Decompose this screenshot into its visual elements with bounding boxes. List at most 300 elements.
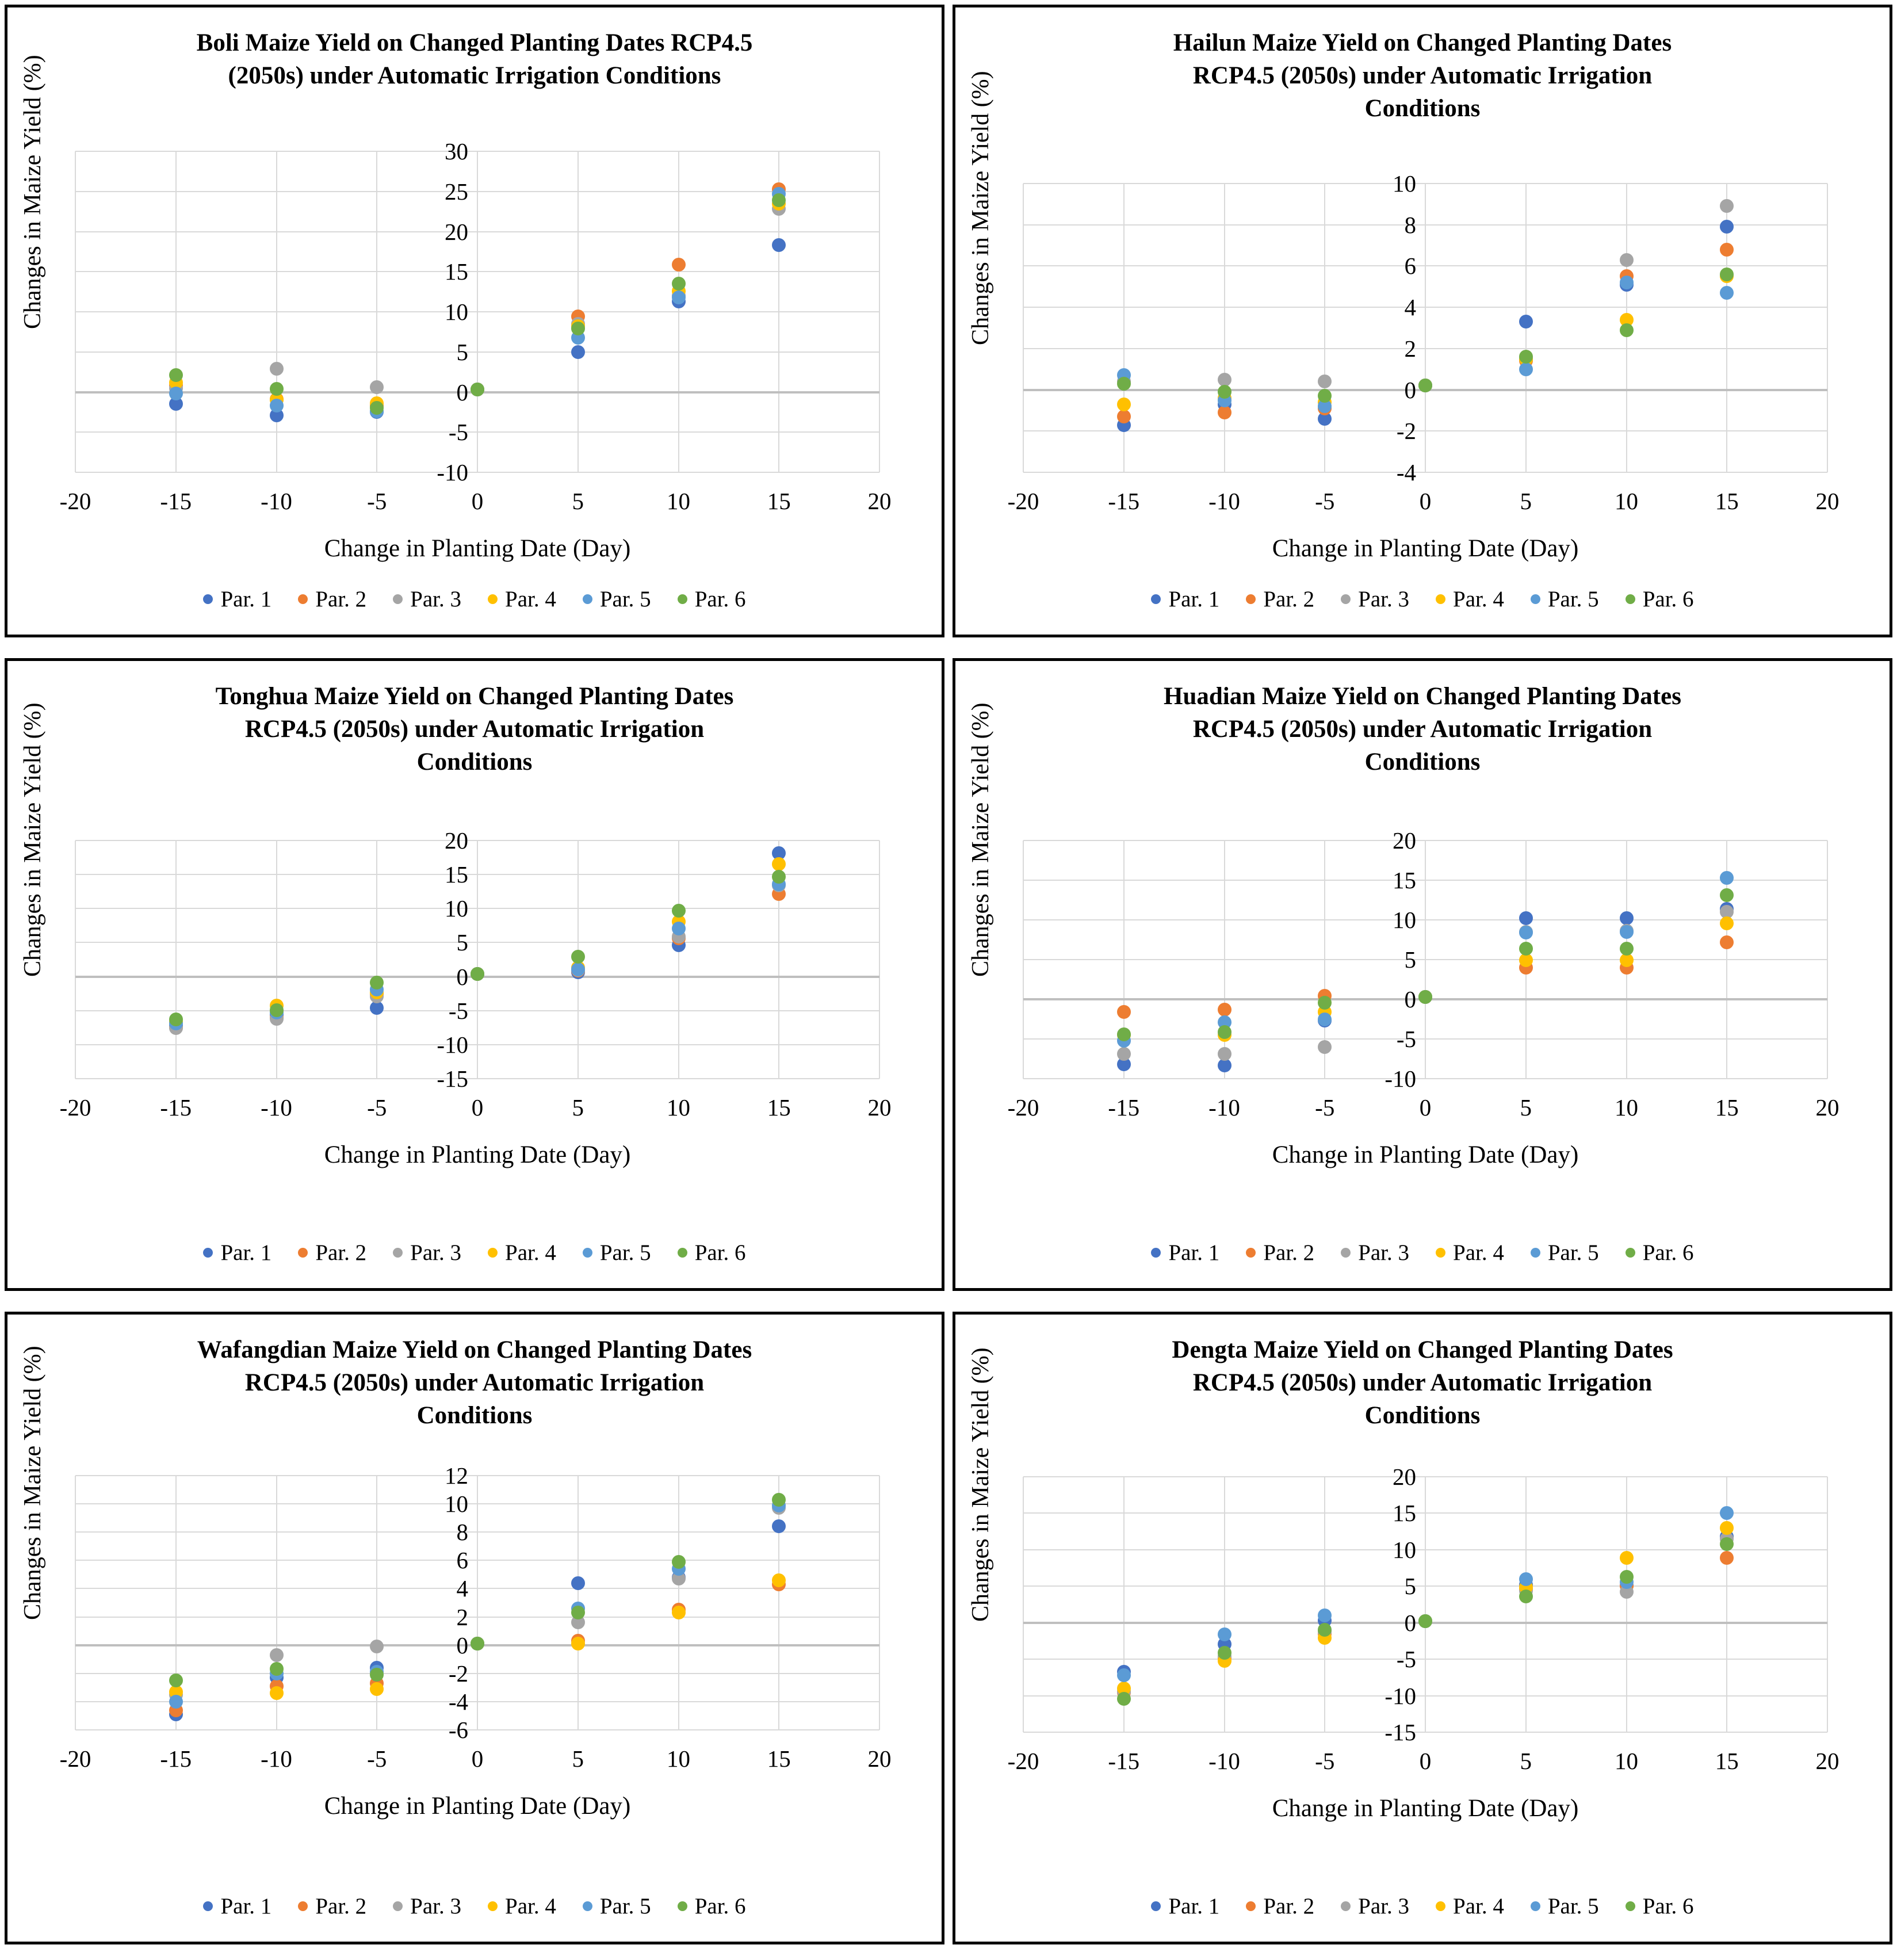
x-tick-label: -15 bbox=[160, 1094, 192, 1121]
y-tick-label: 15 bbox=[445, 861, 468, 888]
x-tick-label: -5 bbox=[367, 488, 387, 514]
gridline-h bbox=[75, 1044, 879, 1045]
x-axis-title: Change in Planting Date (Day) bbox=[1272, 1141, 1579, 1168]
legend-swatch-icon bbox=[203, 1901, 213, 1911]
x-tick-label: 10 bbox=[667, 1745, 690, 1772]
x-tick-label: 20 bbox=[1815, 488, 1839, 514]
chart-panel-boli bbox=[5, 5, 944, 637]
legend-item bbox=[1436, 586, 1504, 612]
gridline-h bbox=[75, 942, 879, 943]
legend-item bbox=[1246, 1893, 1314, 1919]
x-tick-label: 15 bbox=[1715, 1094, 1739, 1121]
chart-title-line: Wafangdian Maize Yield on Changed Planting Dates bbox=[197, 1336, 752, 1363]
gridline-h bbox=[1023, 307, 1827, 308]
legend-swatch-icon bbox=[488, 594, 498, 604]
legend-item bbox=[298, 586, 366, 612]
x-tick-label: -20 bbox=[1007, 1094, 1039, 1121]
legend-swatch-icon bbox=[678, 1901, 687, 1911]
x-tick-row bbox=[1007, 1094, 1839, 1122]
legend-swatch-icon bbox=[393, 1901, 403, 1911]
x-tick-row bbox=[1007, 487, 1839, 516]
legend-swatch-icon bbox=[1151, 594, 1161, 604]
x-tick-label: -15 bbox=[1108, 1748, 1140, 1774]
x-tick-label: -10 bbox=[261, 1094, 292, 1121]
chart-title-line: RCP4.5 (2050s) under Automatic Irrigation bbox=[1192, 62, 1653, 89]
y-tick-label: -2 bbox=[1396, 418, 1416, 445]
data-point bbox=[1519, 350, 1533, 364]
legend-swatch-icon bbox=[1531, 1901, 1540, 1911]
legend-item bbox=[583, 1893, 651, 1919]
legend-label: Par. 4 bbox=[1453, 1240, 1504, 1265]
x-axis-title: Change in Planting Date (Day) bbox=[324, 1793, 631, 1820]
legend-swatch-icon bbox=[678, 1248, 687, 1258]
x-tick-label: 10 bbox=[667, 488, 690, 514]
x-tick-label: -5 bbox=[1315, 488, 1335, 514]
chart-title-line: Conditions bbox=[416, 748, 533, 775]
x-axis-title: Change in Planting Date (Day) bbox=[324, 535, 631, 562]
gridline-v bbox=[1626, 1477, 1627, 1732]
chart-title-line: (2050s) under Automatic Irrigation Conditions bbox=[228, 62, 721, 89]
legend-swatch-icon bbox=[1436, 594, 1445, 604]
data-point bbox=[772, 1519, 786, 1533]
gridline-h bbox=[1023, 472, 1827, 473]
y-tick-label: 4 bbox=[456, 1575, 468, 1602]
data-point bbox=[1519, 926, 1533, 939]
gridline-v bbox=[477, 1476, 478, 1730]
gridline-v bbox=[175, 840, 177, 1079]
data-point bbox=[672, 277, 686, 291]
gridline-h bbox=[1023, 1549, 1827, 1550]
data-point bbox=[1519, 1572, 1533, 1586]
data-point bbox=[471, 967, 484, 981]
x-tick-label: -20 bbox=[1007, 488, 1039, 514]
x-tick-label: 15 bbox=[767, 1745, 791, 1772]
data-point bbox=[270, 1662, 284, 1676]
y-axis-title: Changes in Maize Yield (%) bbox=[20, 702, 46, 977]
data-point bbox=[1218, 1003, 1231, 1017]
x-tick-label: -15 bbox=[160, 1745, 192, 1772]
data-point bbox=[169, 368, 183, 382]
data-point bbox=[1720, 871, 1734, 885]
data-point bbox=[1117, 377, 1131, 391]
legend-swatch-icon bbox=[488, 1248, 498, 1258]
gridline-h bbox=[1023, 840, 1827, 841]
legend-label: Par. 4 bbox=[505, 587, 556, 612]
chart-title bbox=[45, 1334, 904, 1432]
y-tick-label: 25 bbox=[445, 178, 468, 205]
chart-panel-dengta bbox=[953, 1312, 1892, 1944]
legend-label: Par. 4 bbox=[505, 1894, 556, 1919]
legend bbox=[978, 1893, 1867, 1919]
data-point bbox=[1218, 406, 1231, 419]
chart-panel-huadian bbox=[953, 658, 1892, 1291]
data-point bbox=[1720, 268, 1734, 281]
y-tick-label: 20 bbox=[445, 218, 468, 245]
legend-label: Par. 1 bbox=[220, 1240, 272, 1265]
legend-swatch-icon bbox=[203, 1248, 213, 1258]
gridline-v bbox=[1324, 1477, 1325, 1732]
y-tick-label: 10 bbox=[1393, 906, 1416, 933]
x-axis-title: Change in Planting Date (Day) bbox=[1272, 535, 1579, 562]
data-point bbox=[571, 950, 585, 964]
plot-area bbox=[1023, 827, 1827, 1092]
data-point bbox=[1620, 1551, 1634, 1565]
legend-item bbox=[1151, 1893, 1219, 1919]
x-tick-label: 5 bbox=[1520, 488, 1532, 514]
legend-swatch-icon bbox=[1151, 1901, 1161, 1911]
y-tick-label: 0 bbox=[1404, 985, 1416, 1013]
data-point bbox=[571, 1637, 585, 1650]
data-point bbox=[169, 1695, 183, 1709]
gridline-h bbox=[75, 1729, 879, 1730]
chart-title-line: Tonghua Maize Yield on Changed Planting Dates bbox=[215, 683, 734, 710]
gridline-h bbox=[75, 431, 879, 433]
x-tick-label: -10 bbox=[1208, 1094, 1240, 1121]
chart-title-line: RCP4.5 (2050s) under Automatic Irrigation bbox=[244, 1369, 705, 1396]
data-point bbox=[1218, 1627, 1231, 1641]
x-tick-label: 20 bbox=[867, 1094, 892, 1121]
gridline-v bbox=[1023, 1477, 1024, 1732]
chart-title-line: Conditions bbox=[1364, 1401, 1481, 1429]
legend-item bbox=[1151, 1240, 1219, 1266]
y-tick-label: 2 bbox=[1404, 335, 1416, 362]
chart-panel-tonghua bbox=[5, 658, 944, 1291]
gridline-h bbox=[1023, 348, 1827, 349]
data-point bbox=[1519, 315, 1533, 328]
legend-label: Par. 6 bbox=[1642, 1240, 1694, 1265]
data-point bbox=[169, 1674, 183, 1687]
x-tick-label: -5 bbox=[1315, 1094, 1335, 1121]
x-tick-label: 15 bbox=[1715, 488, 1739, 514]
x-axis-title: Change in Planting Date (Day) bbox=[1272, 1795, 1579, 1822]
legend-item bbox=[1531, 1893, 1599, 1919]
legend-item bbox=[488, 1893, 556, 1919]
gridline-v bbox=[1224, 184, 1225, 472]
gridline-v bbox=[879, 840, 880, 1079]
y-tick-label: 5 bbox=[1404, 946, 1416, 973]
legend-label: Par. 1 bbox=[1168, 587, 1220, 612]
y-tick-label: 10 bbox=[445, 299, 468, 325]
legend-swatch-icon bbox=[1436, 1248, 1445, 1258]
gridline-h bbox=[75, 351, 879, 353]
legend-item bbox=[1531, 586, 1599, 612]
x-tick-label: 20 bbox=[867, 488, 892, 514]
gridline-v bbox=[1324, 184, 1325, 472]
gridline-h bbox=[75, 231, 879, 232]
data-point bbox=[1720, 1551, 1734, 1565]
gridline-v bbox=[1827, 184, 1828, 472]
data-point bbox=[1318, 1623, 1332, 1637]
data-point bbox=[1318, 1609, 1332, 1622]
plot-area bbox=[75, 1462, 879, 1743]
gridline-v bbox=[879, 1476, 880, 1730]
x-tick-label: 0 bbox=[471, 1094, 484, 1121]
legend-swatch-icon bbox=[488, 1901, 498, 1911]
legend-swatch-icon bbox=[298, 1248, 308, 1258]
legend-item bbox=[1626, 586, 1694, 612]
data-point bbox=[370, 1668, 384, 1682]
x-tick-label: -20 bbox=[59, 1745, 91, 1772]
chart-title-line: RCP4.5 (2050s) under Automatic Irrigation bbox=[1192, 715, 1653, 743]
gridline-v bbox=[75, 1476, 76, 1730]
legend-item bbox=[1341, 1893, 1409, 1919]
legend-swatch-icon bbox=[298, 1901, 308, 1911]
legend-swatch-icon bbox=[1151, 1248, 1161, 1258]
gridline-v bbox=[1827, 1477, 1828, 1732]
data-point bbox=[1418, 990, 1432, 1004]
gridline-h bbox=[75, 840, 879, 841]
legend-label: Par. 5 bbox=[599, 1240, 651, 1265]
data-point bbox=[471, 1637, 484, 1650]
legend-swatch-icon bbox=[1626, 1248, 1635, 1258]
data-point bbox=[1117, 1047, 1131, 1061]
data-point bbox=[169, 387, 183, 400]
y-tick-label: -10 bbox=[1384, 1065, 1416, 1092]
data-point bbox=[1720, 1521, 1734, 1535]
y-tick-label: 5 bbox=[456, 929, 468, 956]
x-tick-label: 5 bbox=[572, 1745, 584, 1772]
x-tick-label: -10 bbox=[261, 488, 292, 514]
gridline-h bbox=[1023, 183, 1827, 184]
x-tick-label: -5 bbox=[367, 1745, 387, 1772]
legend-label: Par. 6 bbox=[1642, 1894, 1694, 1919]
legend-item bbox=[298, 1893, 366, 1919]
y-tick-label: 12 bbox=[445, 1462, 468, 1489]
gridline-v bbox=[376, 840, 377, 1079]
legend-swatch-icon bbox=[298, 594, 308, 604]
y-tick-label: 10 bbox=[1393, 170, 1416, 197]
legend-item bbox=[1626, 1893, 1694, 1919]
y-tick-label: 20 bbox=[1393, 1464, 1416, 1490]
legend-item bbox=[583, 586, 651, 612]
data-point bbox=[270, 1003, 284, 1017]
y-tick-label: 15 bbox=[1393, 1500, 1416, 1527]
legend-label: Par. 5 bbox=[599, 1894, 651, 1919]
data-point bbox=[672, 1555, 686, 1569]
x-tick-label: -20 bbox=[1007, 1748, 1039, 1774]
gridline-h bbox=[1023, 1078, 1827, 1079]
x-axis-title: Change in Planting Date (Day) bbox=[324, 1141, 631, 1168]
legend-item bbox=[1246, 1240, 1314, 1266]
y-tick-label: -10 bbox=[437, 459, 468, 486]
x-tick-row bbox=[59, 487, 892, 516]
data-point bbox=[1720, 916, 1734, 930]
legend-item bbox=[1436, 1240, 1504, 1266]
gridline-h bbox=[1023, 1585, 1827, 1587]
x-tick-label: 0 bbox=[471, 1745, 484, 1772]
data-point bbox=[1218, 1646, 1231, 1660]
gridline-h bbox=[75, 1010, 879, 1011]
gridline-h bbox=[1023, 1732, 1827, 1733]
legend-label: Par. 6 bbox=[694, 1894, 746, 1919]
gridline-h bbox=[1023, 880, 1827, 881]
legend-item bbox=[1151, 586, 1219, 612]
legend-item bbox=[1246, 586, 1314, 612]
legend-swatch-icon bbox=[1436, 1901, 1445, 1911]
x-tick-label: -15 bbox=[160, 488, 192, 514]
data-point bbox=[270, 382, 284, 396]
data-point bbox=[1318, 1040, 1332, 1054]
x-tick-label: -5 bbox=[1315, 1748, 1335, 1774]
legend-label: Par. 2 bbox=[315, 1894, 367, 1919]
legend-item bbox=[203, 1240, 271, 1266]
gridline-v bbox=[1425, 1477, 1426, 1732]
chart-title bbox=[45, 27, 904, 93]
data-point bbox=[772, 238, 786, 252]
legend-label: Par. 1 bbox=[1168, 1240, 1220, 1265]
gridline-h bbox=[1023, 224, 1827, 226]
legend-swatch-icon bbox=[393, 1248, 403, 1258]
chart-title-line: Huadian Maize Yield on Changed Planting Dates bbox=[1164, 683, 1681, 710]
data-point bbox=[471, 383, 484, 396]
gridline-h bbox=[75, 191, 879, 192]
legend-label: Par. 2 bbox=[315, 1240, 367, 1265]
y-tick-label: 0 bbox=[1404, 376, 1416, 403]
data-point bbox=[1318, 996, 1332, 1010]
y-tick-label: 10 bbox=[445, 1491, 468, 1518]
legend-swatch-icon bbox=[1246, 1248, 1256, 1258]
legend-swatch-icon bbox=[1341, 594, 1351, 604]
y-tick-label: -10 bbox=[1384, 1682, 1416, 1709]
data-point bbox=[672, 258, 686, 272]
y-tick-label: -6 bbox=[448, 1717, 468, 1743]
legend-label: Par. 1 bbox=[1168, 1894, 1220, 1919]
data-point bbox=[1218, 373, 1231, 387]
legend-swatch-icon bbox=[393, 594, 403, 604]
gridline-h bbox=[75, 874, 879, 875]
x-tick-label: 5 bbox=[1520, 1094, 1532, 1121]
gridline-h bbox=[75, 1503, 879, 1504]
y-tick-label: 15 bbox=[445, 258, 468, 285]
x-tick-row bbox=[59, 1094, 892, 1122]
y-tick-label: 30 bbox=[445, 138, 468, 165]
gridline-h bbox=[1023, 1512, 1827, 1514]
gridline-v bbox=[1023, 184, 1024, 472]
x-tick-label: 0 bbox=[471, 488, 484, 514]
chart-title-line: Conditions bbox=[1364, 94, 1481, 122]
chart-title-line: Conditions bbox=[1364, 748, 1481, 775]
legend-item bbox=[203, 586, 271, 612]
y-axis-title: Changes in Maize Yield (%) bbox=[967, 71, 994, 345]
data-point bbox=[1720, 888, 1734, 902]
gridline-h bbox=[75, 1531, 879, 1533]
y-tick-label: 8 bbox=[456, 1519, 468, 1546]
legend-item bbox=[298, 1240, 366, 1266]
legend-swatch-icon bbox=[1531, 1248, 1540, 1258]
legend-label: Par. 5 bbox=[1547, 1894, 1599, 1919]
chart-title bbox=[993, 27, 1852, 125]
y-tick-label: -4 bbox=[448, 1688, 468, 1715]
data-point bbox=[772, 1493, 786, 1507]
gridline-h bbox=[75, 1475, 879, 1476]
legend-label: Par. 2 bbox=[1263, 1240, 1315, 1265]
y-tick-label: 10 bbox=[1393, 1536, 1416, 1563]
data-point bbox=[1117, 410, 1131, 423]
gridline-v bbox=[75, 840, 76, 1079]
data-point bbox=[370, 1640, 384, 1653]
y-tick-label: -5 bbox=[448, 419, 468, 446]
y-tick-label: -4 bbox=[1396, 459, 1416, 486]
gridline-v bbox=[276, 840, 277, 1079]
data-point bbox=[1418, 379, 1432, 392]
x-tick-label: -20 bbox=[59, 488, 91, 514]
data-point bbox=[1720, 935, 1734, 949]
data-point bbox=[1620, 1570, 1634, 1584]
x-tick-label: 0 bbox=[1419, 1094, 1432, 1121]
legend bbox=[30, 1240, 919, 1266]
gridline-h bbox=[75, 1078, 879, 1079]
data-point bbox=[1620, 276, 1634, 289]
gridline-h bbox=[75, 472, 879, 473]
data-point bbox=[1318, 1013, 1332, 1026]
data-point bbox=[1117, 1668, 1131, 1682]
gridline-h bbox=[1023, 1476, 1827, 1477]
legend-label: Par. 3 bbox=[1358, 1240, 1409, 1265]
x-tick-row bbox=[59, 1745, 892, 1774]
data-point bbox=[772, 193, 786, 207]
y-tick-label: 5 bbox=[456, 338, 468, 365]
chart-panel-hailun bbox=[953, 5, 1892, 637]
legend-item bbox=[1626, 1240, 1694, 1266]
y-tick-label: 20 bbox=[1393, 827, 1416, 854]
legend-item bbox=[1341, 586, 1409, 612]
data-point bbox=[571, 962, 585, 976]
chart-title-line: Dengta Maize Yield on Changed Planting Dates bbox=[1172, 1336, 1673, 1363]
x-tick-label: -15 bbox=[1108, 1094, 1140, 1121]
data-point bbox=[1117, 1005, 1131, 1019]
y-tick-label: 0 bbox=[456, 379, 468, 406]
legend-swatch-icon bbox=[1341, 1248, 1351, 1258]
y-axis-title: Changes in Maize Yield (%) bbox=[20, 55, 46, 329]
gridline-h bbox=[75, 1617, 879, 1618]
chart-title-line: Boli Maize Yield on Changed Planting Dates RCP4.5 bbox=[196, 29, 753, 56]
legend-swatch-icon bbox=[583, 1248, 592, 1258]
y-tick-label: 6 bbox=[456, 1547, 468, 1574]
legend-label: Par. 5 bbox=[1547, 1240, 1599, 1265]
x-tick-label: 10 bbox=[1615, 1748, 1638, 1774]
legend-item bbox=[488, 586, 556, 612]
legend-swatch-icon bbox=[678, 594, 687, 604]
data-point bbox=[1519, 911, 1533, 925]
y-tick-label: -2 bbox=[448, 1660, 468, 1687]
legend-item bbox=[393, 1893, 461, 1919]
data-point bbox=[370, 976, 384, 989]
y-tick-label: 8 bbox=[1404, 211, 1416, 238]
legend-label: Par. 6 bbox=[694, 587, 746, 612]
x-tick-label: 20 bbox=[867, 1745, 892, 1772]
legend-label: Par. 1 bbox=[220, 587, 272, 612]
x-tick-row bbox=[1007, 1747, 1839, 1776]
x-tick-label: 5 bbox=[572, 488, 584, 514]
data-point bbox=[1720, 1506, 1734, 1520]
gridline-h bbox=[1023, 265, 1827, 266]
y-tick-label: 6 bbox=[1404, 253, 1416, 280]
data-point bbox=[672, 922, 686, 935]
data-point bbox=[1117, 1692, 1131, 1706]
data-point bbox=[672, 291, 686, 304]
data-point bbox=[270, 362, 284, 376]
data-point bbox=[1720, 243, 1734, 257]
data-point bbox=[1318, 389, 1332, 403]
x-tick-label: -10 bbox=[1208, 488, 1240, 514]
x-tick-label: 20 bbox=[1815, 1094, 1839, 1121]
legend-label: Par. 3 bbox=[1358, 587, 1409, 612]
legend-item bbox=[678, 1240, 746, 1266]
data-point bbox=[1720, 286, 1734, 300]
x-tick-label: -20 bbox=[59, 1094, 91, 1121]
legend-item bbox=[488, 1240, 556, 1266]
legend-swatch-icon bbox=[1341, 1901, 1351, 1911]
